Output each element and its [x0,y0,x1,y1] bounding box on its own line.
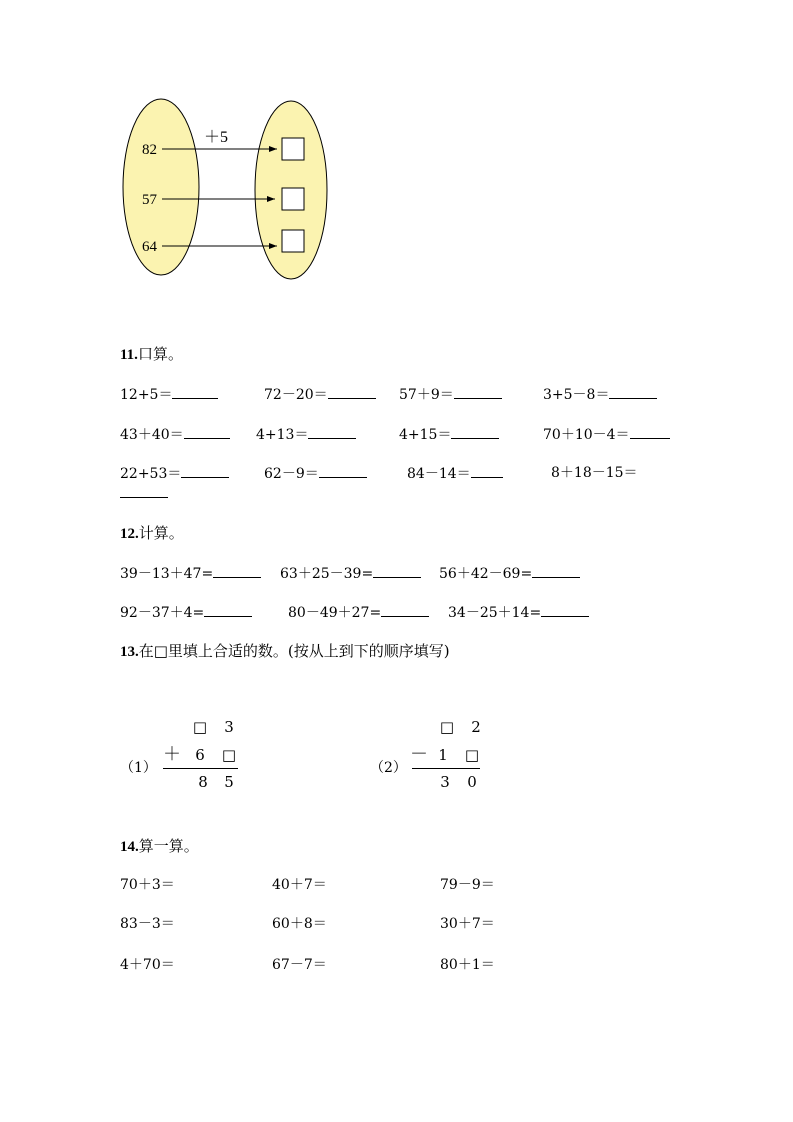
answer-blank[interactable] [541,603,589,617]
q11-item: 62－9＝ [264,464,367,483]
answer-blank[interactable] [373,564,421,578]
input-value: 57 [142,192,157,208]
answer-box[interactable] [282,230,304,252]
input-ellipse [123,99,199,275]
sum-line [163,768,238,769]
q11-item: 12+5＝ [120,385,218,404]
q11-item: 84－14＝ [407,464,503,483]
digit: 5 [224,773,234,791]
digit-box[interactable]: □ [439,718,455,736]
answer-blank[interactable] [308,425,356,439]
operator: ＋ [163,744,181,765]
answer-box[interactable] [282,138,304,160]
q11-item: 57＋9＝ [399,385,502,404]
q14-item: 70＋3＝ [120,877,175,893]
q12-item: 56＋42－69= [439,564,580,583]
answer-blank[interactable] [532,564,580,578]
answer-blank[interactable] [184,425,230,439]
q12-item: 92－37＋4= [120,603,252,622]
digit: 2 [471,718,481,736]
digit-box[interactable]: □ [221,746,237,764]
q12-item: 80－49＋27= [288,603,429,622]
operator: － [410,744,428,765]
q11-item: 72－20＝ [264,385,376,404]
problem-label: （2） [370,760,407,776]
q14-item: 40＋7＝ [272,877,327,893]
answer-blank[interactable] [609,385,657,399]
answer-blank[interactable] [213,564,261,578]
operation-label: ＋5 [204,129,229,146]
q11-item: 8＋18－15＝ [551,465,638,481]
q13-heading: 13.在□里填上合适的数。(按从上到下的顺序填写) [120,642,450,660]
answer-blank[interactable] [172,385,218,399]
answer-blank[interactable] [120,484,168,498]
input-value: 64 [142,239,157,255]
q14-item: 79－9＝ [440,877,495,893]
q14-item: 30＋7＝ [440,916,495,932]
digit: 1 [438,746,448,764]
answer-blank[interactable] [381,603,429,617]
digit: 8 [198,773,208,791]
digit-box[interactable]: □ [464,746,480,764]
q11-item: 70＋10－4＝ [543,425,670,444]
input-value: 82 [142,142,157,158]
answer-blank[interactable] [181,464,229,478]
answer-blank[interactable] [451,425,499,439]
digit: 6 [195,746,205,764]
q14-item: 4＋70＝ [120,957,175,973]
answer-blank[interactable] [454,385,502,399]
q11-heading: 11.口算。 [120,345,183,363]
q12-item: 34－25＋14= [448,603,589,622]
problem-label: （1） [120,760,157,776]
digit: 0 [467,773,477,791]
answer-blank[interactable] [319,464,367,478]
answer-box[interactable] [282,188,304,210]
digit: 3 [224,718,234,736]
answer-blank[interactable] [204,603,252,617]
q14-item: 67－7＝ [272,957,327,973]
q14-item: 60＋8＝ [272,916,327,932]
q11-item: 3+5－8＝ [543,385,657,404]
q12-item: 39－13＋47= [120,564,261,583]
mapping-diagram [110,90,340,290]
q12-item: 63＋25－39= [280,564,421,583]
q11-item: 22+53＝ [120,464,229,483]
answer-blank[interactable] [471,464,503,478]
q14-item: 80＋1＝ [440,957,495,973]
difference-line [412,768,480,769]
q12-heading: 12.计算。 [120,524,184,542]
digit: 3 [440,773,450,791]
q11-item: 43＋40＝ [120,425,230,444]
digit-box[interactable]: □ [192,718,208,736]
q14-heading: 14.算一算。 [120,837,199,855]
q11-item: 4+13＝ [256,425,356,444]
answer-blank[interactable] [630,425,670,439]
q14-item: 83－3＝ [120,916,175,932]
answer-blank[interactable] [328,385,376,399]
q11-item: 4+15＝ [399,425,499,444]
